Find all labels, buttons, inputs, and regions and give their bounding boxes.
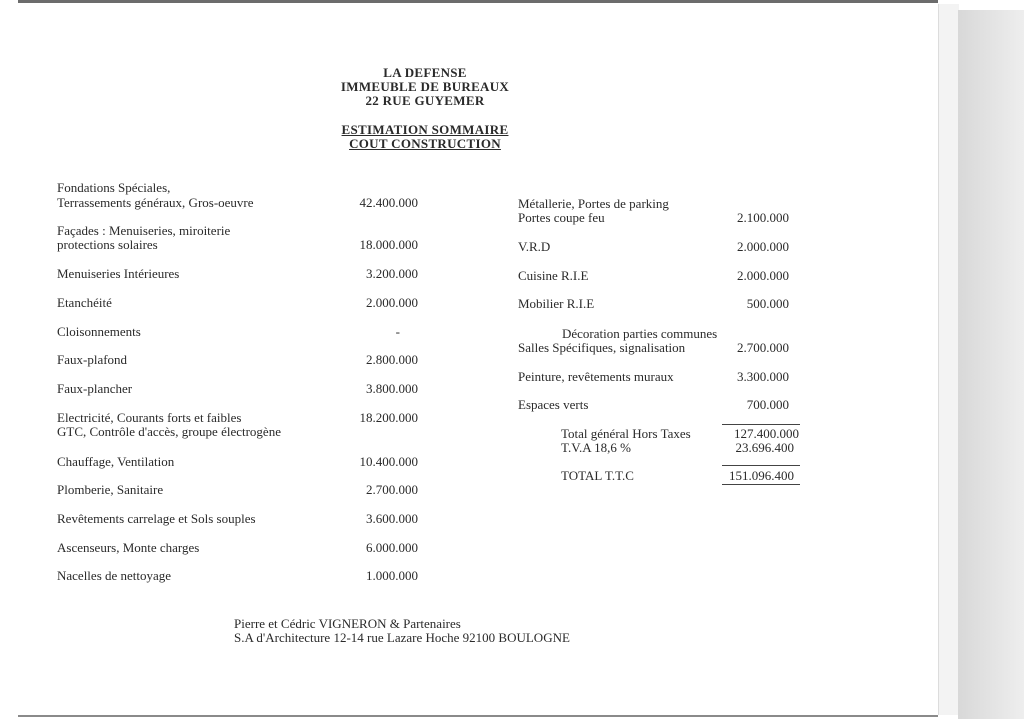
total-ht-value: 127.400.000 — [734, 426, 799, 441]
item-label: Revêtements carrelage et Sols souples — [57, 511, 256, 526]
item-value: 700.000 — [746, 397, 789, 412]
item-label: Etanchéité — [57, 295, 112, 310]
item-value: 2.800.000 — [366, 352, 418, 367]
page-edge-strip — [938, 4, 959, 715]
title-line: IMMEUBLE DE BUREAUX — [340, 79, 510, 94]
tva-label: T.V.A 18,6 % — [561, 440, 631, 455]
footer-line: Pierre et Cédric VIGNERON & Partenaires — [234, 616, 461, 631]
total-rule — [722, 424, 800, 425]
item-value: 2.100.000 — [737, 210, 789, 225]
total-ttc-value: 151.096.400 — [729, 468, 794, 483]
item-value: 2.700.000 — [366, 482, 418, 497]
item-value: 18.200.000 — [359, 410, 418, 425]
item-label: Espaces verts — [518, 397, 589, 412]
item-label: Chauffage, Ventilation — [57, 454, 175, 469]
total-ttc-label: TOTAL T.T.C — [561, 468, 634, 483]
title-line: 22 RUE GUYEMER — [365, 93, 485, 108]
item-label: V.R.D — [518, 239, 551, 254]
total-rule — [722, 465, 800, 466]
item-label: Cloisonnements — [57, 324, 141, 339]
item-label: Cuisine R.I.E — [518, 268, 589, 283]
item-label: Nacelles de nettoyage — [57, 568, 172, 583]
top-edge-rule — [18, 0, 938, 3]
footer-signature — [234, 617, 570, 645]
item-label: Electricité, Courants forts et faibles — [57, 410, 242, 425]
total-ht-label: Total général Hors Taxes — [561, 426, 691, 441]
item-label: Décoration parties communes — [562, 326, 718, 341]
item-value: 3.300.000 — [737, 369, 789, 384]
item-label: Plomberie, Sanitaire — [57, 482, 164, 497]
item-label: Faux-plafond — [57, 352, 128, 367]
item-value: 2.000.000 — [737, 268, 789, 283]
item-value: 18.000.000 — [359, 237, 418, 252]
item-label: Ascenseurs, Monte charges — [57, 540, 200, 555]
bottom-edge-rule — [18, 715, 938, 717]
item-value: 10.400.000 — [359, 454, 418, 469]
subtitle-line: ESTIMATION SOMMAIRE — [341, 122, 509, 137]
item-label: Mobilier R.I.E — [518, 296, 595, 311]
item-value: 2.000.000 — [366, 295, 418, 310]
item-label: Menuiseries Intérieures — [57, 266, 180, 281]
subtitle-line: COUT CONSTRUCTION — [349, 136, 501, 151]
item-label: Portes coupe feu — [518, 210, 605, 225]
item-label: Salles Spécifiques, signalisation — [518, 340, 686, 355]
item-label: Terrassements généraux, Gros-oeuvre — [57, 195, 254, 210]
document-subtitle — [300, 123, 550, 151]
tva-value: 23.696.400 — [735, 440, 794, 455]
item-value: 3.600.000 — [366, 511, 418, 526]
item-label: Fondations Spéciales, — [57, 180, 171, 195]
item-label: protections solaires — [57, 237, 158, 252]
item-value: 500.000 — [746, 296, 789, 311]
item-value: 1.000.000 — [366, 568, 418, 583]
item-value: - — [395, 324, 400, 339]
item-label: Façades : Menuiseries, miroiterie — [57, 223, 231, 238]
item-value: 42.400.000 — [359, 195, 418, 210]
total-rule — [722, 484, 800, 485]
document-title — [300, 66, 550, 108]
item-label: GTC, Contrôle d'accès, groupe électrogène — [57, 424, 281, 439]
page-shadow — [958, 10, 1024, 719]
item-value: 2.700.000 — [737, 340, 789, 355]
item-label: Métallerie, Portes de parking — [518, 196, 669, 211]
item-label: Peinture, revêtements muraux — [518, 369, 674, 384]
footer-line: S.A d'Architecture 12-14 rue Lazare Hoche 92100 BOULOGNE — [234, 630, 570, 645]
item-value: 3.800.000 — [366, 381, 418, 396]
item-value: 2.000.000 — [737, 239, 789, 254]
item-label: Faux-plancher — [57, 381, 133, 396]
item-value: 6.000.000 — [366, 540, 418, 555]
title-line: LA DEFENSE — [383, 65, 467, 80]
item-value: 3.200.000 — [366, 266, 418, 281]
